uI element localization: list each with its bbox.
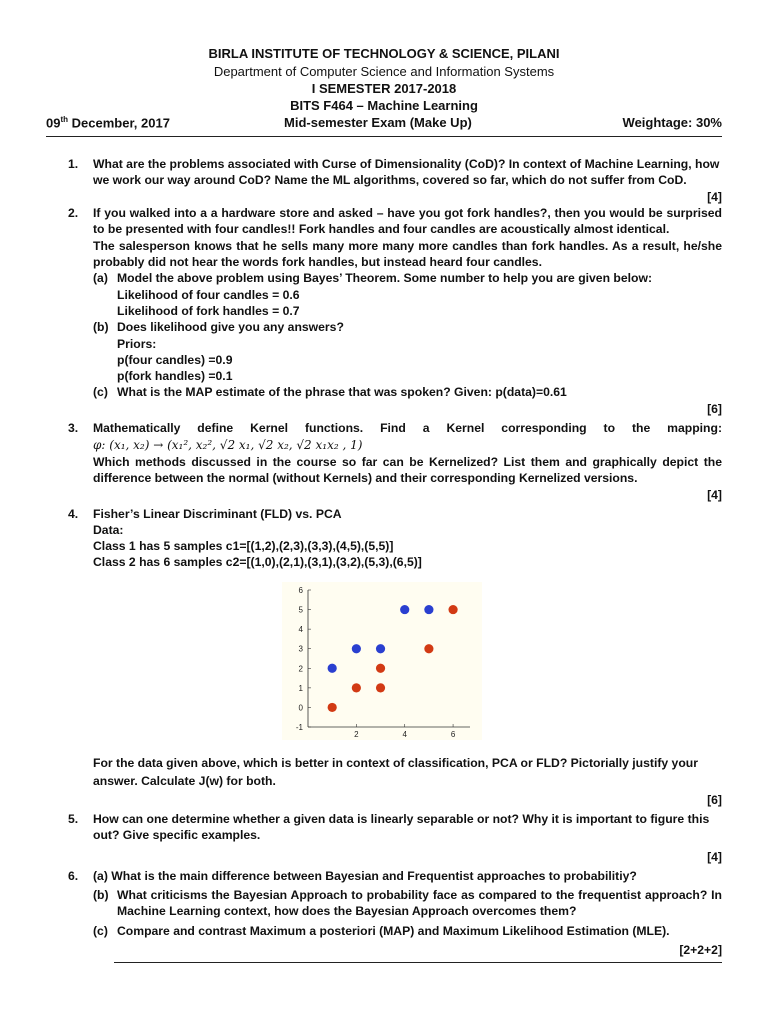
- question-4-number: 4.: [68, 507, 79, 521]
- class-1-point: [400, 605, 409, 614]
- question-2-paragraph-2: The salesperson knows that he sells many more many more candles than fork handles. As a result, he/she probably did not hear the words fork handles, but instead heard four candles.: [93, 239, 722, 270]
- y-tick-label: 3: [298, 644, 303, 654]
- class-1-point: [352, 644, 361, 653]
- class-1-point: [424, 605, 433, 614]
- course-title: BITS F464 – Machine Learning: [290, 98, 478, 113]
- department-name: Department of Computer Science and Information Systems: [213, 64, 555, 79]
- question-6b-label: (b): [93, 888, 109, 902]
- class-2-point: [376, 664, 385, 673]
- priors-heading: Priors:: [117, 337, 157, 351]
- question-2c-text: What is the MAP estimate of the phrase that was spoken? Given: p(data)=0.61: [117, 385, 567, 399]
- y-tick-label: 1: [298, 683, 303, 693]
- question-3-paragraph-2: Which methods discussed in the course so far can be Kernelized? List them and graphically depict the difference between the normal (without Kernels) and their corresponding Kernelized versions.: [93, 455, 722, 486]
- y-tick-label: 6: [298, 586, 303, 595]
- prior-four-candles: p(four candles) =0.9: [117, 353, 233, 367]
- y-tick-label: 0: [298, 703, 303, 713]
- likelihood-four-candles: Likelihood of four candles = 0.6: [117, 288, 300, 302]
- semester: I SEMESTER 2017-2018: [311, 81, 457, 96]
- institute-name: BIRLA INSTITUTE OF TECHNOLOGY & SCIENCE, PILANI: [208, 46, 560, 61]
- kernel-mapping: φ: (x₁, x₂) → (x₁², x₂², √2 x₁, √2 x₂, √2 x₁x₂ , 1): [93, 438, 363, 452]
- question-5-number: 5.: [68, 812, 79, 826]
- question-6b-text: What criticisms the Bayesian Approach to probability face as compared to the frequentist approach? In Machine Learning context, how does the Bayesian Approach overcomes them?: [117, 888, 722, 919]
- x-tick-label: 4: [402, 730, 407, 739]
- class-2-samples: Class 2 has 6 samples c2=[(1,0),(2,1),(3,1),(3,2),(5,3),(6,5)]: [93, 555, 422, 569]
- question-4-line-after-1: For the data given above, which is better in context of classification, PCA or FLD? Pictorially justify your: [93, 756, 698, 770]
- question-6-number: 6.: [68, 869, 79, 883]
- question-2-paragraph-1: If you walked into a a hardware store and asked – have you got fork handles?, then you would be surprised to be presented with four candles!! Fork handles and four candles are acoustically almost identical.: [93, 206, 722, 237]
- question-2-marks: [6]: [707, 402, 722, 416]
- question-4-marks: [6]: [707, 793, 722, 807]
- question-4-line-after-2: answer. Calculate J(w) for both.: [93, 774, 276, 788]
- question-2b-label: (b): [93, 320, 109, 334]
- scatter-points: [328, 605, 458, 712]
- question-6-marks: [2+2+2]: [679, 943, 722, 957]
- question-5-text: How can one determine whether a given data is linearly separable or not? Why it is important to figure this out? Give specific examples.: [93, 812, 710, 843]
- question-6a-text: (a) What is the main difference between Bayesian and Frequentist approaches to probabilitiy?: [93, 869, 637, 883]
- y-axis-ticks: [296, 586, 311, 732]
- question-4-data-label: Data:: [93, 523, 124, 537]
- scatter-plot-figure: [282, 582, 482, 740]
- class-2-point: [448, 605, 457, 614]
- question-2a-label: (a): [93, 271, 108, 285]
- question-6c-label: (c): [93, 924, 108, 938]
- question-3-number: 3.: [68, 421, 79, 435]
- x-tick-label: 2: [354, 730, 359, 739]
- question-2-number: 2.: [68, 206, 79, 220]
- header-divider: [46, 136, 722, 137]
- class-2-point: [376, 683, 385, 692]
- question-2a-text: Model the above problem using Bayes’ Theorem. Some number to help you are given below:: [117, 271, 652, 285]
- question-2b-text: Does likelihood give you any answers?: [117, 320, 344, 334]
- question-1-marks: [4]: [707, 190, 722, 204]
- weightage: Weightage: 30%: [622, 115, 722, 130]
- class-2-point: [328, 703, 337, 712]
- scatter-plot: [282, 582, 482, 740]
- y-tick-label: 5: [298, 605, 303, 615]
- exam-info-row: [46, 115, 722, 133]
- question-3-marks: [4]: [707, 488, 722, 502]
- question-6c-text: Compare and contrast Maximum a posteriori (MAP) and Maximum Likelihood Estimation (MLE).: [117, 924, 670, 938]
- question-1-text: What are the problems associated with Curse of Dimensionality (CoD)? In context of Machine Learning, how we work our way around CoD? Name the ML algorithms, covered so far, which do not suffer from CoD.: [93, 157, 720, 188]
- question-1-number: 1.: [68, 157, 79, 171]
- class-1-point: [328, 664, 337, 673]
- class-1-point: [376, 644, 385, 653]
- prior-fork-handles: p(fork handles) =0.1: [117, 369, 233, 383]
- y-tick-label: -1: [295, 723, 303, 732]
- exam-type: Mid-semester Exam (Make Up): [284, 115, 472, 130]
- class-2-point: [352, 683, 361, 692]
- question-2c-label: (c): [93, 385, 108, 399]
- question-5-marks: [4]: [707, 850, 722, 864]
- x-axis-ticks: [354, 724, 456, 739]
- question-3-line-1: Mathematically define Kernel functions. Find a Kernel corresponding to the mapping:: [93, 421, 722, 435]
- y-tick-label: 4: [298, 625, 303, 635]
- likelihood-fork-handles: Likelihood of fork handles = 0.7: [117, 304, 300, 318]
- y-tick-label: 2: [298, 664, 303, 674]
- footer-divider: [114, 962, 722, 963]
- exam-date: 09th December, 2017: [46, 115, 170, 131]
- question-4-title: Fisher’s Linear Discriminant (FLD) vs. PCA: [93, 507, 342, 521]
- class-1-samples: Class 1 has 5 samples c1=[(1,2),(2,3),(3,3),(4,5),(5,5)]: [93, 539, 394, 553]
- x-tick-label: 6: [450, 730, 456, 739]
- class-2-point: [424, 644, 433, 653]
